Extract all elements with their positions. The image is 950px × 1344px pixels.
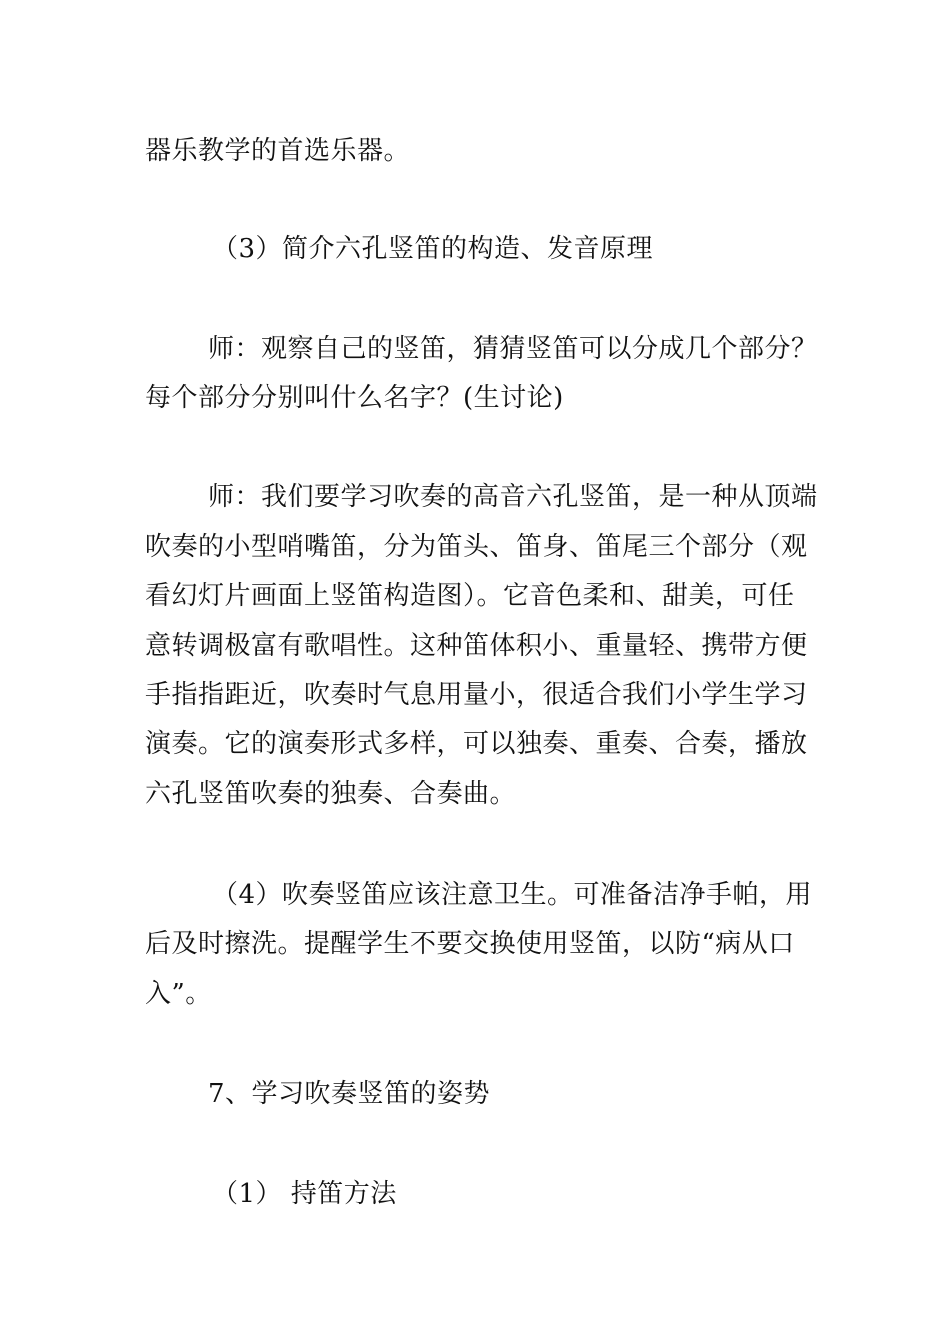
- subsection-heading: （1） 持笛方法: [212, 1179, 397, 1209]
- text-line: 师：观察自己的竖笛，猜猜竖笛可以分成几个部分？: [208, 334, 818, 364]
- text-line: 入”。: [145, 979, 212, 1009]
- text-line: 看幻灯片画面上竖笛构造图）。它音色柔和、甜美，可任: [145, 581, 795, 611]
- text-line: 手指指距近，吹奏时气息用量小，很适合我们小学生学习: [145, 680, 808, 710]
- text-line: 六孔竖笛吹奏的独奏、合奏曲。: [145, 779, 517, 809]
- text-line: 每个部分分别叫什么名字？(生讨论): [145, 383, 564, 413]
- text-line: 师：我们要学习吹奏的高音六孔竖笛，是一种从顶端: [208, 482, 818, 512]
- text-line: 演奏。它的演奏形式多样，可以独奏、重奏、合奏，播放: [145, 729, 808, 759]
- section-heading: 7、学习吹奏竖笛的姿势: [208, 1079, 491, 1109]
- text-line: 意转调极富有歌唱性。这种笛体积小、重量轻、携带方便: [145, 631, 808, 661]
- text-line: 后及时擦洗。提醒学生不要交换使用竖笛，以防“病从口: [145, 929, 795, 959]
- section-heading: （3）简介六孔竖笛的构造、发音原理: [212, 234, 654, 264]
- text-line: 器乐教学的首选乐器。: [145, 136, 411, 166]
- text-line: 吹奏的小型哨嘴笛，分为笛头、笛身、笛尾三个部分（观: [145, 532, 808, 562]
- text-line: （4）吹奏竖笛应该注意卫生。可准备洁净手帕，用: [212, 880, 813, 910]
